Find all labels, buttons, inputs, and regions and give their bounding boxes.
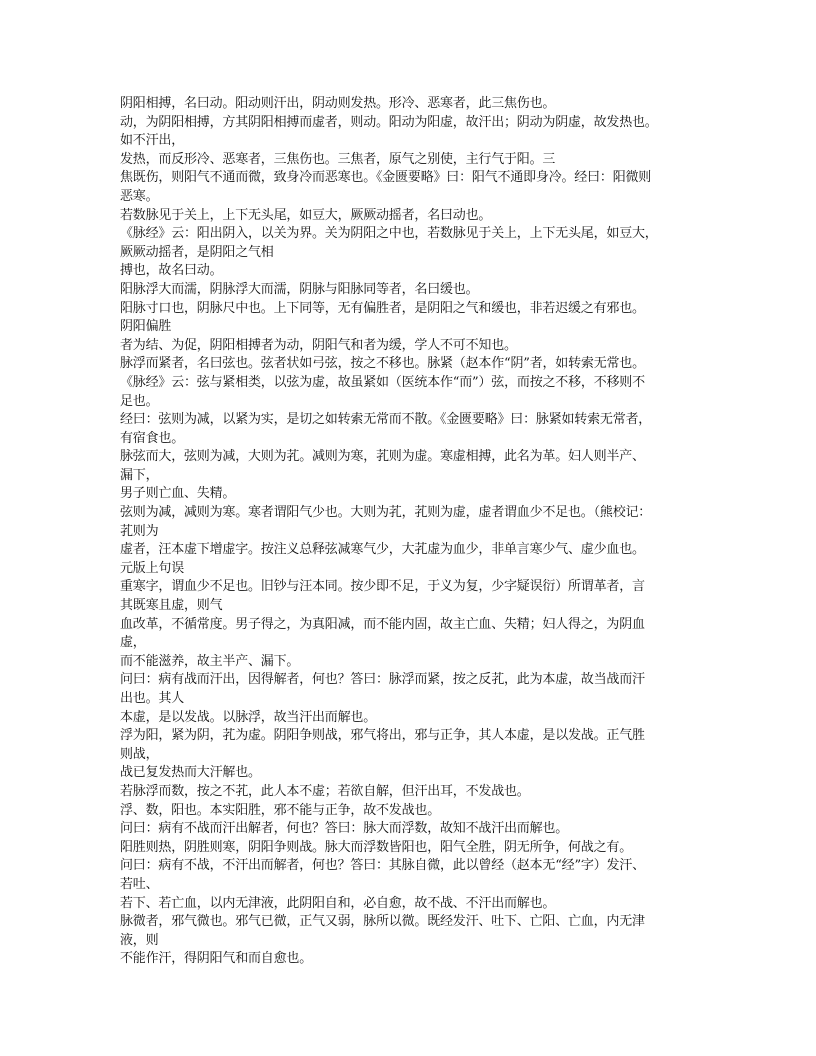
text-line: 者为结、为促，阴阳相搏者为动，阴阳气和者为缓，学人不可不知也。 [120, 337, 517, 353]
text-line: 脉微者，邪气微也。邪气已微，正气又弱，脉所以微。既经发汗、吐下、亡阳、亡血，内无津 [120, 914, 645, 930]
text-line: 《脉经》云：弦与紧相类，以弦为虚，故虽紧如（医统本作“而”）弦，而按之不移，不移则不 [120, 374, 645, 390]
text-line: 如不汗出， [120, 133, 185, 149]
text-line: 搏也，故名曰动。 [120, 263, 223, 279]
text-line: 元版上句误 [120, 560, 185, 576]
text-line: 动，为阴阳相搏，方其阴阳相搏而虚者，则动。阳动为阳虚，故汗出；阴动为阴虚，故发热也。 [120, 114, 658, 130]
text-line: 血改革，不循常度。男子得之，为真阳减，而不能内固，故主亡血、失精；妇人得之，为阴血 [120, 616, 645, 632]
text-line: 出也。其人 [120, 691, 185, 706]
text-line: 漏下， [120, 467, 159, 483]
text-line: 阳脉寸口也，阴脉尺中也。上下同等，无有偏胜者，是阴阳之气和缓也，非若迟缓之有邪也。 [120, 300, 645, 316]
text-line: 经曰：弦则为减，以紧为实，是切之如转索无常而不散。《金匮要略》曰：脉紧如转索无常者， [120, 412, 652, 428]
text-line: 焦既伤，则阳气不通而微，致身冷而恶寒也。《金匮要略》曰：阳气不通即身冷。经曰：阳微则 [120, 170, 652, 186]
text-line: 芤则为 [120, 523, 159, 539]
text-line: 虚者，汪本虚下增虚字。按注义总释弦减寒气少，大芤虚为血少，非单言寒少气、虚少血也。 [120, 542, 645, 558]
text-line: 浮为阳，紧为阴，芤为虚。阴阳争则战，邪气将出，邪与正争，其人本虚，是以发战。正气胜 [120, 728, 645, 744]
text-line: 液，则 [120, 932, 159, 948]
text-line: 阴阳相搏，名曰动。阳动则汗出，阴动则发热。形冷、恶寒者，此三焦伤也。 [120, 96, 556, 111]
text-line: 弦则为减，减则为寒。寒者谓阳气少也。大则为芤，芤则为虚，虚者谓血少不足也。（熊校记： [120, 505, 652, 521]
text-line: 其既寒且虚，则气 [120, 598, 223, 614]
text-line: 若吐、 [120, 876, 159, 892]
text-line: 足也。 [120, 393, 159, 409]
text-line: 男子则亡血、失精。 [120, 486, 236, 502]
text-line: 虚， [120, 635, 146, 651]
text-line: 阳胜则热，阴胜则寒，阴阳争则战。脉大而浮数皆阳也，阳气全胜，阴无所争，何战之有。 [120, 839, 633, 855]
text-line: 问曰：病有战而汗出，因得解者，何也？答曰：脉浮而紧，按之反芤，此为本虚，故当战而汗 [120, 672, 645, 688]
text-line: 发热，而反形冷、恶寒者，三焦伤也。三焦者，原气之别使，主行气于阳。三 [120, 151, 556, 167]
text-line: 战已复发热而大汗解也。 [120, 765, 261, 781]
text-line: 若脉浮而数，按之不芤，此人本不虚；若欲自解，但汗出耳，不发战也。 [120, 783, 530, 799]
text-line: 脉弦而大，弦则为减，大则为芤。减则为寒，芤则为虚。寒虚相搏，此名为革。妇人则半产、 [120, 449, 645, 465]
text-line: 若下、若亡血，以内无津液，此阴阳自和，必自愈，故不战、不汗出而解也。 [120, 895, 556, 911]
text-line: 若数脉见于关上，上下无头尾，如豆大，厥厥动摇者，名曰动也。 [120, 207, 492, 223]
text-line: 而不能滋养，故主半产、漏下。 [120, 653, 300, 669]
text-line: 脉浮而紧者，名曰弦也。弦者状如弓弦，按之不移也。脉紧（赵本作“阴”者，如转索无常也。 [120, 356, 645, 372]
document-body [120, 95, 705, 969]
text-line: 阳脉浮大而濡，阴脉浮大而濡，阴脉与阳脉同等者，名曰缓也。 [120, 281, 479, 297]
text-line: 厥厥动摇者，是阴阳之气相 [120, 244, 274, 260]
text-line: 有宿食也。 [120, 430, 185, 446]
text-line: 浮、数，阳也。本实阳胜，邪不能与正争，故不发战也。 [120, 802, 441, 818]
text-line: 问曰：病有不战，不汗出而解者，何也？答曰：其脉自微，此以曾经（赵本无“经”字）发汗、 [120, 858, 645, 874]
text-line: 问曰：病有不战而汗出解者，何也？答曰：脉大而浮数，故知不战汗出而解也。 [120, 821, 569, 837]
text-line: 则战， [120, 746, 159, 762]
text-line: 重寒字，谓血少不足也。旧钞与汪本同。按少即不足，于义为复，少字疑误衍）所谓革者，言 [120, 579, 645, 595]
text-line: 恶寒。 [120, 188, 159, 204]
text-line: 不能作汗，得阴阳气和而自愈也。 [120, 951, 313, 967]
text-line: 本虚，是以发战。以脉浮，故当汗出而解也。 [120, 709, 377, 725]
text-line: 阴阳偏胜 [120, 319, 172, 335]
text-line: 《脉经》云：阳出阴入，以关为界。关为阴阳之中也，若数脉见于关上，上下无头尾，如豆大， [120, 226, 658, 242]
